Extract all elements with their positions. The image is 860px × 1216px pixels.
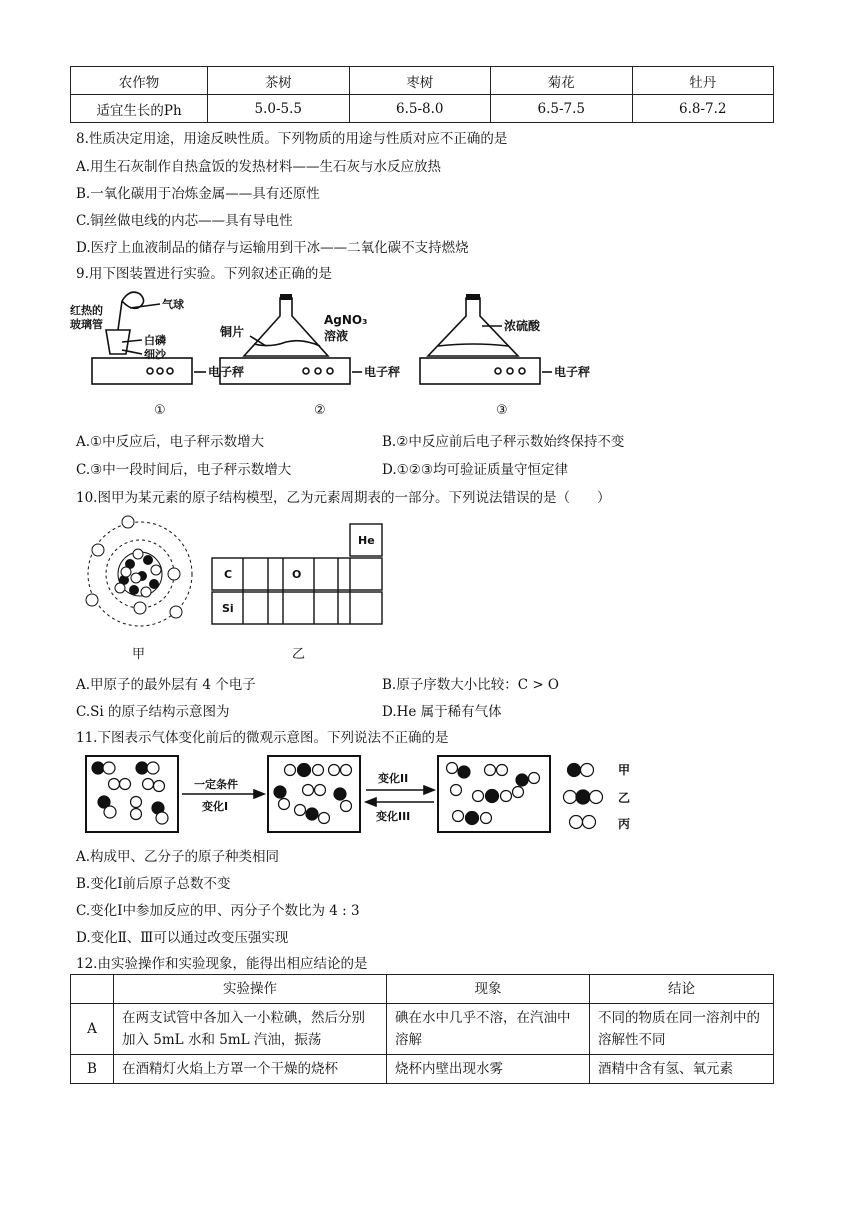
label-tube-line2: 玻璃管 xyxy=(70,318,103,331)
legend-yi-white xyxy=(564,791,577,804)
legend-bing-white xyxy=(570,816,583,829)
label-agno3: AgNO₃ xyxy=(324,313,368,327)
table-cell: 农作物 xyxy=(71,67,208,95)
q9-option-a: A.①中反应后，电子秤示数增大 xyxy=(76,434,265,450)
table-row xyxy=(71,67,774,95)
electron xyxy=(134,602,146,614)
legend-yi-black xyxy=(576,790,590,804)
table-cell: 烧杯内壁出现水雾 xyxy=(387,1055,590,1084)
scale-2-button xyxy=(303,368,309,374)
atom-white xyxy=(303,785,314,796)
neutron xyxy=(149,579,159,589)
q9-option-d: D.①②③均可验证质量守恒定律 xyxy=(382,462,568,478)
table-cell: 5.0-5.5 xyxy=(208,95,350,123)
atom-white xyxy=(131,797,142,808)
label-change-1: 变化I xyxy=(202,800,229,813)
atom-white xyxy=(319,813,330,824)
electron xyxy=(168,568,180,580)
table-cell: 6.8-7.2 xyxy=(632,95,774,123)
arrow-head xyxy=(366,798,376,806)
atom-white xyxy=(279,799,290,810)
label-leader xyxy=(122,340,142,342)
q8-option-b: B.一氧化碳用于冶炼金属——具有还原性 xyxy=(76,186,320,202)
table-row xyxy=(71,95,774,123)
q9-option-b: B.②中反应前后电子秤示数始终保持不变 xyxy=(382,434,625,450)
crop-ph-table xyxy=(70,66,774,123)
electron xyxy=(170,606,182,618)
conical-flask-2 xyxy=(244,298,328,356)
atom-black xyxy=(274,786,286,798)
table-cell: 酒精中含有氢、氧元素 xyxy=(590,1055,774,1084)
proton xyxy=(133,549,143,559)
atom-white xyxy=(109,779,120,790)
q12-experiment-table xyxy=(70,974,774,1084)
legend-bing-white xyxy=(583,816,596,829)
q10-option-d: D.He 属于稀有气体 xyxy=(382,704,502,720)
q8-option-a: A.用生石灰制作自热盒饭的发热材料——生石灰与水反应放热 xyxy=(76,159,442,175)
atom-black xyxy=(466,812,479,825)
element-c: C xyxy=(224,568,233,581)
atom-white xyxy=(473,791,484,802)
atom-white xyxy=(453,811,464,822)
arrow-head xyxy=(424,786,434,794)
atom-black xyxy=(136,762,148,774)
atom-white xyxy=(341,801,352,812)
atom-white xyxy=(497,765,508,776)
table-cell: 适宜生长的Ph xyxy=(71,95,208,123)
q10-atom-and-table-figure xyxy=(78,512,388,667)
atom-white xyxy=(131,809,142,820)
arrow-head xyxy=(254,790,264,798)
atom-white xyxy=(315,785,326,796)
q11-option-d: D.变化Ⅱ、Ⅲ可以通过改变压强实现 xyxy=(76,930,289,946)
proton xyxy=(115,583,125,593)
figure-number-3: ③ xyxy=(496,403,508,418)
element-he: He xyxy=(358,534,375,547)
table-cell: 现象 xyxy=(387,975,590,1004)
atom-black xyxy=(458,766,470,778)
table-cell: 不同的物质在同一溶剂中的溶解性不同 xyxy=(590,1004,774,1055)
atom-white xyxy=(329,765,340,776)
legend-label-bing: 丙 xyxy=(618,817,631,831)
atom-white xyxy=(481,813,492,824)
atom-white xyxy=(529,773,540,784)
atom-white xyxy=(313,765,324,776)
q11-molecule-figure xyxy=(78,752,648,836)
q8-option-d: D.医疗上血液制品的储存与运输用到干冰——二氧化碳不支持燃烧 xyxy=(76,240,469,256)
proton xyxy=(151,565,161,575)
scale-1 xyxy=(92,358,192,384)
legend-yi-white xyxy=(590,791,603,804)
label-scale-1: 电子秤 xyxy=(208,365,245,379)
scale-2-button xyxy=(315,368,321,374)
figure-number-1: ① xyxy=(154,403,166,418)
label-scale-2: 电子秤 xyxy=(364,365,401,379)
label-conc-acid: 浓硫酸 xyxy=(504,319,541,333)
table-cell: 在两支试管中各加入一小粒碘，然后分别加入 5mL 水和 5mL 汽油，振荡 xyxy=(114,1004,387,1055)
neutron xyxy=(129,585,139,595)
label-change-2: 变化II xyxy=(378,772,409,785)
scale-3-button xyxy=(519,368,525,374)
proton xyxy=(131,573,141,583)
label-condition: 一定条件 xyxy=(194,778,238,791)
table-row xyxy=(71,1004,774,1055)
atom-white xyxy=(501,791,512,802)
atom-black xyxy=(516,774,528,786)
table-cell: 牡丹 xyxy=(632,67,774,95)
scale-1-button xyxy=(147,368,153,374)
atom-black xyxy=(334,788,346,800)
atom-white xyxy=(104,806,116,818)
q8-option-c: C.铜丝做电线的内芯——具有导电性 xyxy=(76,213,293,229)
scale-3-button xyxy=(507,368,513,374)
scale-1-button xyxy=(157,368,163,374)
period-3-row xyxy=(212,592,382,624)
atom-white xyxy=(147,762,159,774)
atom-white xyxy=(103,762,115,774)
label-copper: 铜片 xyxy=(220,325,245,339)
table-cell: 在酒精灯火焰上方罩一个干燥的烧杯 xyxy=(114,1055,387,1084)
table-cell: B xyxy=(71,1055,114,1084)
atom-black xyxy=(298,764,311,777)
acid-level xyxy=(438,344,508,346)
legend-jia-black xyxy=(568,764,581,777)
table-cell: 枣树 xyxy=(349,67,491,95)
legend-label-yi: 乙 xyxy=(618,791,631,805)
scale-3 xyxy=(420,358,540,384)
label-yi: 乙 xyxy=(292,647,306,662)
table-cell xyxy=(71,975,114,1004)
atom-white xyxy=(447,763,458,774)
atom-white xyxy=(485,765,496,776)
figure-number-2: ② xyxy=(314,403,326,418)
electron xyxy=(86,594,98,606)
table-cell: 菊花 xyxy=(491,67,633,95)
electron xyxy=(122,516,134,528)
atom-white xyxy=(341,765,352,776)
glass-tube xyxy=(118,301,122,330)
table-row xyxy=(71,1055,774,1084)
element-si: Si xyxy=(222,602,234,615)
electron xyxy=(92,544,104,556)
atom-white xyxy=(285,765,296,776)
table-cell: 结论 xyxy=(590,975,774,1004)
label-balloon: 气球 xyxy=(162,298,184,311)
table-cell: 碘在水中几乎不溶，在汽油中溶解 xyxy=(387,1004,590,1055)
scale-3-button xyxy=(495,368,501,374)
proton xyxy=(121,567,131,577)
q11-option-a: A.构成甲、乙分子的原子种类相同 xyxy=(76,849,280,865)
q9-apparatus-figure xyxy=(70,286,610,421)
atom-white xyxy=(513,787,524,798)
label-jia: 甲 xyxy=(132,647,146,662)
atom-white xyxy=(295,805,306,816)
atom-white xyxy=(120,779,131,790)
q10-stem: 10.图甲为某元素的原子结构模型，乙为元素周期表的一部分。下列说法错误的是（ ） xyxy=(76,490,611,506)
flask-stopper xyxy=(466,294,480,300)
table-cell: A xyxy=(71,1004,114,1055)
atom-black xyxy=(486,790,499,803)
table-cell: 实验操作 xyxy=(114,975,387,1004)
neutron xyxy=(143,555,153,565)
label-fine-sand: 细沙 xyxy=(144,348,166,361)
label-change-3: 变化III xyxy=(376,810,411,823)
q12-stem: 12.由实验操作和实验现象，能得出相应结论的是 xyxy=(76,956,368,972)
legend-jia-white xyxy=(581,764,594,777)
q9-stem: 9.用下图装置进行实验。下列叙述正确的是 xyxy=(76,266,332,282)
atom-white xyxy=(143,779,154,790)
table-cell: 6.5-8.0 xyxy=(349,95,491,123)
flask-stopper xyxy=(280,294,292,300)
atom-black xyxy=(92,762,104,774)
atom-white xyxy=(154,781,165,792)
label-leader xyxy=(130,304,160,308)
q10-option-b: B.原子序数大小比较：C > O xyxy=(382,677,560,693)
proton xyxy=(141,587,151,597)
label-solution: 溶液 xyxy=(324,329,349,343)
legend-label-jia: 甲 xyxy=(618,763,631,777)
atom-model xyxy=(86,516,192,626)
element-o: O xyxy=(292,568,302,581)
q8-stem: 8.性质决定用途，用途反映性质。下列物质的用途与性质对应不正确的是 xyxy=(76,131,508,147)
atom-black xyxy=(306,808,318,820)
q11-option-c: C.变化Ⅰ中参加反应的甲、丙分子个数比为 4 : 3 xyxy=(76,903,360,919)
label-scale-3: 电子秤 xyxy=(554,365,591,379)
table-row xyxy=(71,975,774,1004)
scale-2-button xyxy=(327,368,333,374)
atom-white xyxy=(451,785,462,796)
label-tube-line1: 红热的 xyxy=(70,304,103,317)
q9-option-c: C.③中一段时间后，电子秤示数增大 xyxy=(76,462,292,478)
label-white-phosphorus: 白磷 xyxy=(144,334,166,347)
table-cell: 6.5-7.5 xyxy=(491,95,633,123)
scale-1-button xyxy=(167,368,173,374)
table-cell: 茶树 xyxy=(208,67,350,95)
q11-option-b: B.变化Ⅰ前后原子总数不变 xyxy=(76,876,231,892)
q11-stem: 11.下图表示气体变化前后的微观示意图。下列说法不正确的是 xyxy=(76,730,449,746)
q10-option-a: A.甲原子的最外层有 4 个电子 xyxy=(76,677,256,693)
q10-option-c: C.Si 的原子结构示意图为 xyxy=(76,704,230,720)
atom-white xyxy=(156,812,168,824)
